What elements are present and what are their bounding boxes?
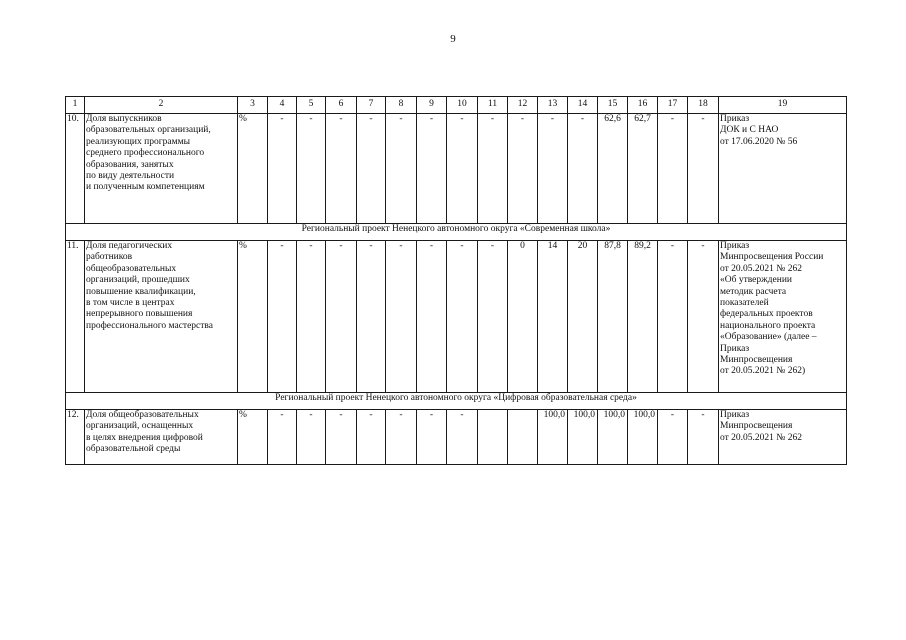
indicator-description (85, 241, 238, 393)
source-document (719, 114, 847, 224)
source-line: «Об утверждении (720, 275, 792, 286)
row-number: 10. (66, 114, 85, 224)
column-header: 18 (688, 97, 719, 114)
value-cell: - (326, 114, 357, 224)
source-line: Минпросвещения России (720, 252, 824, 263)
source-line: Минпросвещения (720, 355, 793, 366)
unit-cell: % (238, 410, 268, 465)
value-cell: - (326, 241, 357, 393)
value-cell: - (386, 114, 417, 224)
column-header: 2 (85, 97, 238, 114)
description-line: по виду деятельности (86, 171, 175, 182)
value-cell: - (297, 114, 326, 224)
source-line: от 20.05.2021 № 262) (720, 366, 806, 377)
description-line: образования, занятых (86, 159, 174, 170)
column-header: 8 (386, 97, 417, 114)
description-line: образовательной среды (86, 444, 181, 455)
value-cell: - (478, 114, 508, 224)
description-line: работников (86, 252, 133, 263)
table-row (66, 114, 847, 224)
description-line: реализующих программы (86, 136, 190, 147)
source-line: показателей (720, 298, 769, 309)
description-line: Доля общеобразовательных (86, 410, 199, 420)
value-cell: 100,0 (538, 410, 568, 465)
source-line: «Образование» (далее – (720, 332, 817, 343)
description-line: среднего профессионального (86, 148, 205, 159)
value-cell: - (688, 410, 719, 465)
source-line: Приказ (720, 343, 750, 354)
value-cell: 89,2 (628, 241, 658, 393)
description-line: в целях внедрения цифровой (86, 432, 203, 443)
source-line: от 17.06.2020 № 56 (720, 136, 798, 147)
column-header: 17 (658, 97, 688, 114)
value-cell: - (417, 410, 447, 465)
source-line: методик расчета (720, 286, 787, 297)
value-cell: - (386, 410, 417, 465)
row-number: 12. (66, 410, 85, 465)
value-cell: - (357, 410, 386, 465)
value-cell: - (447, 241, 478, 393)
column-header: 7 (357, 97, 386, 114)
column-number-row (66, 97, 847, 114)
description-line: организаций, оснащенных (86, 421, 194, 432)
indicators-table (65, 96, 847, 465)
column-header: 19 (719, 97, 847, 114)
value-cell: 100,0 (628, 410, 658, 465)
value-cell: - (357, 241, 386, 393)
source-document (719, 410, 847, 465)
column-header: 6 (326, 97, 357, 114)
value-cell: 0 (508, 241, 538, 393)
column-header: 1 (66, 97, 85, 114)
source-line: Минпросвещения (720, 421, 793, 432)
table-row (66, 241, 847, 393)
row-number: 11. (66, 241, 85, 393)
description-line: Доля выпускников (86, 114, 162, 124)
section-row (66, 393, 847, 410)
value-cell: - (326, 410, 357, 465)
value-cell: 87,8 (598, 241, 628, 393)
indicator-description (85, 114, 238, 224)
value-cell: - (658, 241, 688, 393)
source-line: от 20.05.2021 № 262 (720, 432, 802, 443)
value-cell: - (386, 241, 417, 393)
section-row (66, 224, 847, 241)
section-title: Региональный проект Ненецкого автономного округа «Цифровая образовательная среда» (66, 393, 847, 410)
indicator-description (85, 410, 238, 465)
column-header: 15 (598, 97, 628, 114)
value-cell: - (268, 410, 297, 465)
value-cell: - (538, 114, 568, 224)
description-line: непрерывного повышения (86, 309, 193, 320)
value-cell (508, 410, 538, 465)
source-line: Приказ (720, 114, 750, 124)
source-line: от 20.05.2021 № 262 (720, 263, 802, 274)
description-line: организаций, прошедших (86, 275, 190, 286)
column-header: 3 (238, 97, 268, 114)
source-line: национального проекта (720, 320, 816, 331)
column-header: 10 (447, 97, 478, 114)
section-title: Региональный проект Ненецкого автономного округа «Современная школа» (66, 224, 847, 241)
value-cell (478, 410, 508, 465)
column-header: 9 (417, 97, 447, 114)
column-header: 12 (508, 97, 538, 114)
value-cell: - (508, 114, 538, 224)
column-header: 14 (568, 97, 598, 114)
source-document (719, 241, 847, 393)
value-cell: 14 (538, 241, 568, 393)
source-line: ДОК и С НАО (720, 125, 779, 136)
value-cell: 100,0 (568, 410, 598, 465)
value-cell: - (357, 114, 386, 224)
description-line: повышение квалификации, (86, 286, 196, 297)
value-cell: - (658, 114, 688, 224)
value-cell: - (297, 410, 326, 465)
description-line: профессионального мастерства (86, 320, 213, 331)
value-cell: 100,0 (598, 410, 628, 465)
description-line: в том числе в центрах (86, 298, 175, 309)
description-line: Доля педагогических (86, 241, 173, 251)
value-cell: 20 (568, 241, 598, 393)
unit-cell: % (238, 241, 268, 393)
value-cell: - (268, 241, 297, 393)
unit-cell: % (238, 114, 268, 224)
value-cell: - (478, 241, 508, 393)
value-cell: - (688, 241, 719, 393)
table-row (66, 410, 847, 465)
description-line: образовательных организаций, (86, 125, 211, 136)
source-line: Приказ (720, 241, 750, 251)
value-cell: - (447, 114, 478, 224)
value-cell: - (268, 114, 297, 224)
column-header: 13 (538, 97, 568, 114)
column-header: 4 (268, 97, 297, 114)
value-cell: - (658, 410, 688, 465)
source-line: федеральных проектов (720, 309, 813, 320)
source-line: Приказ (720, 410, 750, 420)
value-cell: - (568, 114, 598, 224)
value-cell: - (417, 114, 447, 224)
description-line: и полученным компетенциям (86, 182, 205, 193)
column-header: 11 (478, 97, 508, 114)
value-cell: - (447, 410, 478, 465)
description-line: общеобразовательных (86, 263, 177, 274)
value-cell: 62,7 (628, 114, 658, 224)
value-cell: 62,6 (598, 114, 628, 224)
column-header: 5 (297, 97, 326, 114)
value-cell: - (417, 241, 447, 393)
value-cell: - (688, 114, 719, 224)
page-number: 9 (450, 33, 456, 45)
value-cell: - (297, 241, 326, 393)
column-header: 16 (628, 97, 658, 114)
